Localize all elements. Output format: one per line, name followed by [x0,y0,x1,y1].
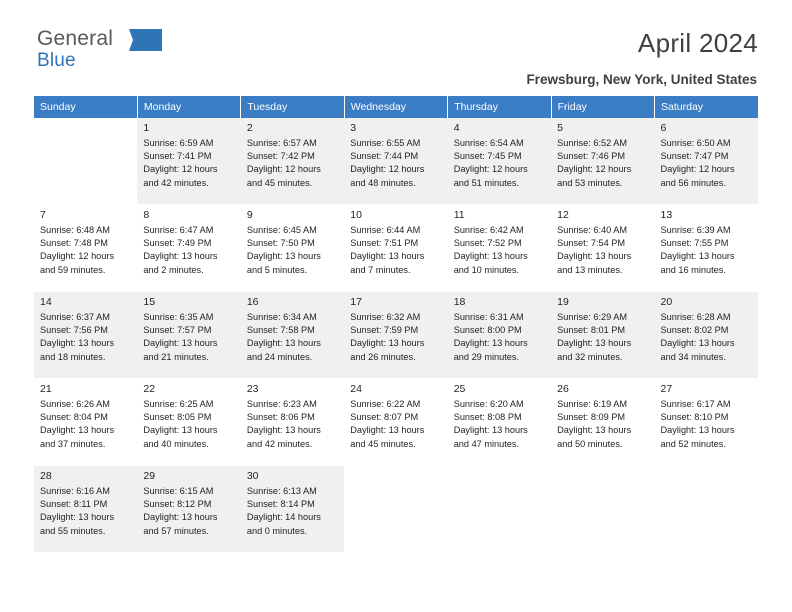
day-number: 17 [350,296,362,308]
day-details [40,311,131,364]
calendar-day-17[interactable] [344,292,447,378]
day-detail-line: Daylight: 13 hours [453,251,528,262]
calendar-body [34,118,758,553]
day-detail-line: Daylight: 13 hours [453,338,528,349]
day-detail-line: and 34 minutes. [660,351,726,362]
day-number: 3 [350,122,357,134]
day-detail-line: and 16 minutes. [660,264,726,275]
calendar-cell [344,205,447,292]
day-detail-line: Sunrise: 6:37 AM [40,312,110,322]
calendar-day-16[interactable] [241,292,344,378]
calendar-cell [551,205,654,292]
calendar-day-3[interactable] [344,118,447,204]
day-detail-line: and 42 minutes. [143,177,209,188]
day-details [247,485,338,538]
day-detail-line: Daylight: 13 hours [557,251,632,262]
day-details [143,311,234,364]
calendar-day-21[interactable] [34,379,137,465]
day-detail-line: Daylight: 13 hours [40,338,115,349]
day-details [247,137,338,190]
day-detail-line: and 13 minutes. [557,264,623,275]
calendar-cell [34,466,137,553]
day-number: 23 [246,383,259,395]
calendar-cell [137,118,240,205]
day-detail-line: and 10 minutes. [453,264,520,275]
calendar-week-row [34,466,758,553]
day-detail-line: Daylight: 12 hours [557,164,632,175]
day-detail-line: and 21 minutes. [143,351,209,362]
calendar-cell [137,292,240,379]
day-number: 5 [557,122,563,134]
day-details [557,224,648,277]
day-detail-line: and 42 minutes. [246,438,313,449]
day-detail-line: Daylight: 14 hours [246,512,321,523]
calendar-cell-empty [34,118,137,204]
day-detail-line: Sunrise: 6:44 AM [350,225,421,235]
calendar-cell [655,292,758,379]
calendar-cell [241,379,344,466]
day-details [40,224,131,277]
weekday-header-tuesday: Tuesday [241,96,344,118]
day-number: 13 [660,209,673,221]
calendar-cell [551,379,654,466]
day-detail-line: Daylight: 13 hours [350,338,425,349]
calendar-day-19[interactable] [551,292,654,378]
day-details [661,137,752,190]
day-detail-line: Daylight: 12 hours [40,251,115,262]
day-details [557,398,648,451]
day-number: 7 [40,209,46,221]
day-detail-line: Daylight: 13 hours [246,251,321,262]
day-number: 8 [143,209,150,221]
calendar-cell [551,292,654,379]
day-details [661,311,752,364]
day-detail-line: Sunset: 8:09 PM [557,412,626,423]
calendar-cell [241,292,344,379]
calendar-cell [448,379,551,466]
day-number: 11 [453,209,465,221]
calendar-cell [551,466,654,553]
day-details [143,398,234,451]
calendar-cell [241,466,344,553]
day-number: 26 [557,383,569,395]
calendar-cell [34,379,137,466]
day-detail-line: Sunrise: 6:59 AM [143,138,214,148]
weekday-header-wednesday: Wednesday [344,96,447,118]
day-detail-line: and 59 minutes. [40,264,106,275]
day-detail-line: and 48 minutes. [350,177,416,188]
calendar-day-12[interactable] [551,205,654,291]
day-number: 29 [143,470,156,482]
day-detail-line: and 57 minutes. [143,525,209,536]
day-detail-line: and 0 minutes. [246,525,308,536]
day-detail-line: and 7 minutes. [350,264,411,275]
day-detail-line: Sunrise: 6:42 AM [453,225,524,235]
day-detail-line: Sunrise: 6:47 AM [143,225,214,235]
weekday-header-thursday: Thursday [448,96,551,118]
day-details [40,398,131,451]
logo-text-blue: Blue [37,50,76,71]
calendar-cell [137,379,240,466]
day-detail-line: and 45 minutes. [350,438,416,449]
calendar-cell [448,118,551,205]
day-number: 12 [557,209,569,221]
day-detail-line: Daylight: 12 hours [660,164,735,175]
day-number: 24 [350,383,362,395]
day-detail-line: Daylight: 13 hours [660,338,735,349]
day-number: 30 [246,470,259,482]
day-detail-line: and 52 minutes. [660,438,726,449]
day-detail-line: Daylight: 13 hours [143,425,218,436]
day-detail-line: Sunrise: 6:16 AM [40,486,110,496]
day-detail-line: Sunset: 8:14 PM [246,499,315,510]
flag-icon [129,29,162,51]
calendar-day-24[interactable] [344,379,447,465]
day-detail-line: Sunrise: 6:15 AM [143,486,214,496]
day-details [143,485,234,538]
calendar-day-1[interactable] [137,118,240,204]
calendar-cell-empty [655,466,758,552]
day-detail-line: and 55 minutes. [40,525,106,536]
day-detail-line: Sunset: 7:42 PM [246,151,315,162]
day-detail-line: Sunrise: 6:28 AM [660,312,731,322]
calendar-week-row [34,379,758,466]
day-detail-line: Sunset: 8:02 PM [660,325,729,336]
day-detail-line: Sunset: 7:54 PM [557,238,626,249]
calendar-cell-empty [551,466,654,552]
day-details [247,311,338,364]
day-details [350,137,441,190]
calendar-day-9[interactable] [241,205,344,291]
calendar-cell [137,466,240,553]
day-detail-line: Sunset: 8:00 PM [453,325,522,336]
day-detail-line: and 53 minutes. [557,177,623,188]
day-detail-line: Sunset: 7:58 PM [246,325,315,336]
day-detail-line: Sunrise: 6:13 AM [246,486,317,496]
day-detail-line: and 24 minutes. [246,351,313,362]
calendar-day-10[interactable] [344,205,447,291]
calendar-cell [344,466,447,553]
day-details [350,311,441,364]
calendar-day-13[interactable] [655,205,758,291]
calendar-day-5[interactable] [551,118,654,204]
day-detail-line: and 2 minutes. [143,264,204,275]
calendar-day-15[interactable] [137,292,240,378]
weekday-header-row [34,96,758,118]
day-number: 10 [350,209,362,221]
day-detail-line: Sunrise: 6:22 AM [350,399,421,409]
day-detail-line: and 40 minutes. [143,438,209,449]
day-detail-line: Sunrise: 6:35 AM [143,312,214,322]
day-detail-line: Daylight: 13 hours [246,338,321,349]
calendar-cell [655,466,758,553]
calendar-day-29[interactable] [137,466,240,552]
day-detail-line: Sunset: 8:11 PM [40,499,108,510]
day-number: 4 [453,122,460,134]
day-detail-line: Sunset: 8:08 PM [453,412,522,423]
logo [37,28,237,80]
weekday-header-saturday: Saturday [655,96,758,118]
day-details [40,485,131,538]
day-detail-line: Sunrise: 6:17 AM [660,399,731,409]
day-detail-line: Sunset: 7:51 PM [350,238,419,249]
calendar-cell [655,118,758,205]
day-detail-line: Sunset: 7:57 PM [143,325,212,336]
day-detail-line: Sunset: 7:49 PM [143,238,212,249]
day-detail-line: Sunset: 7:44 PM [350,151,419,162]
day-detail-line: Sunset: 8:07 PM [350,412,419,423]
calendar-day-23[interactable] [241,379,344,465]
calendar-week-row [34,205,758,292]
weekday-header-sunday: Sunday [34,96,137,118]
day-detail-line: Sunrise: 6:50 AM [660,138,731,148]
calendar-day-18[interactable] [448,292,551,378]
day-detail-line: Sunset: 7:41 PM [143,151,212,162]
calendar-day-14[interactable] [34,292,137,378]
calendar-cell [241,118,344,205]
day-number: 22 [143,383,156,395]
day-detail-line: Sunrise: 6:25 AM [143,399,214,409]
page-header [34,0,758,96]
page-title: April 2024 [637,28,758,58]
calendar-day-22[interactable] [137,379,240,465]
calendar-day-28[interactable] [34,466,137,552]
day-detail-line: Sunset: 7:45 PM [453,151,522,162]
day-details [350,224,441,277]
weekday-header-monday: Monday [137,96,240,118]
day-detail-line: Sunrise: 6:26 AM [40,399,110,409]
day-detail-line: Sunrise: 6:48 AM [40,225,110,235]
day-detail-line: and 47 minutes. [453,438,520,449]
day-number: 20 [660,296,673,308]
day-details [661,224,752,277]
day-detail-line: Sunset: 8:05 PM [143,412,212,423]
day-detail-line: and 37 minutes. [40,438,106,449]
day-detail-line: and 18 minutes. [40,351,106,362]
day-detail-line: Daylight: 13 hours [143,251,218,262]
calendar-cell [34,205,137,292]
calendar-day-27[interactable] [655,379,758,465]
day-number: 9 [246,209,253,221]
day-detail-line: Sunrise: 6:54 AM [453,138,524,148]
calendar-cell [448,205,551,292]
day-details [661,398,752,451]
calendar-cell [344,118,447,205]
day-details [247,224,338,277]
day-detail-line: Sunrise: 6:32 AM [350,312,421,322]
day-detail-line: and 29 minutes. [453,351,520,362]
day-number: 14 [40,296,52,308]
day-detail-line: Sunrise: 6:23 AM [246,399,317,409]
day-detail-line: Daylight: 13 hours [557,338,632,349]
calendar-cell [655,205,758,292]
calendar-week-row [34,292,758,379]
calendar-day-25[interactable] [448,379,551,465]
day-detail-line: and 32 minutes. [557,351,623,362]
logo-text-general: General [37,27,114,50]
day-detail-line: and 56 minutes. [660,177,726,188]
calendar-week-row [34,118,758,205]
day-detail-line: Sunrise: 6:29 AM [557,312,628,322]
day-detail-line: Sunrise: 6:39 AM [660,225,731,235]
day-number: 16 [246,296,259,308]
day-number: 27 [660,383,673,395]
day-detail-line: Sunrise: 6:19 AM [557,399,628,409]
day-detail-line: Sunrise: 6:20 AM [453,399,524,409]
day-detail-line: Daylight: 13 hours [660,425,735,436]
calendar-day-26[interactable] [551,379,654,465]
day-detail-line: Daylight: 13 hours [40,425,115,436]
day-detail-line: Sunrise: 6:40 AM [557,225,628,235]
day-detail-line: Sunrise: 6:31 AM [453,312,524,322]
day-detail-line: Sunset: 8:06 PM [246,412,315,423]
calendar-cell [137,205,240,292]
day-detail-line: Sunset: 7:56 PM [40,325,108,336]
calendar-day-20[interactable] [655,292,758,378]
day-detail-line: Sunset: 7:55 PM [660,238,729,249]
day-detail-line: Sunset: 8:12 PM [143,499,212,510]
calendar-day-30[interactable] [241,466,344,552]
day-detail-line: and 5 minutes. [246,264,308,275]
calendar-day-11[interactable] [448,205,551,291]
calendar-day-2[interactable] [241,118,344,204]
day-detail-line: Daylight: 13 hours [453,425,528,436]
day-detail-line: Sunset: 8:01 PM [557,325,626,336]
day-number: 21 [40,383,52,395]
day-details [247,398,338,451]
day-details [557,137,648,190]
day-detail-line: Daylight: 12 hours [143,164,218,175]
day-detail-line: Sunrise: 6:34 AM [246,312,317,322]
day-number: 25 [453,383,466,395]
day-number: 15 [143,296,156,308]
day-detail-line: Sunset: 7:52 PM [453,238,522,249]
calendar-day-8[interactable] [137,205,240,291]
day-details [350,398,441,451]
day-detail-line: Sunrise: 6:45 AM [246,225,317,235]
day-number: 28 [40,470,52,482]
day-details [454,398,545,451]
day-details [454,224,545,277]
sunrise-sunset-calendar [34,96,758,553]
calendar-cell [344,379,447,466]
day-number: 6 [660,122,667,134]
day-details [454,311,545,364]
day-details [454,137,545,190]
day-detail-line: Sunrise: 6:57 AM [246,138,317,148]
day-number: 19 [557,296,569,308]
day-detail-line: Daylight: 12 hours [453,164,528,175]
calendar-cell [448,292,551,379]
calendar-cell [448,466,551,553]
calendar-day-7[interactable] [34,205,137,291]
day-detail-line: Daylight: 12 hours [246,164,321,175]
day-detail-line: Daylight: 13 hours [40,512,115,523]
day-details [557,311,648,364]
calendar-cell-empty [448,466,551,552]
day-detail-line: and 50 minutes. [557,438,623,449]
calendar-cell-empty [344,466,447,552]
calendar-cell [344,292,447,379]
day-detail-line: Sunset: 7:46 PM [557,151,626,162]
day-detail-line: Daylight: 13 hours [143,338,218,349]
calendar-cell [655,379,758,466]
day-detail-line: Daylight: 13 hours [557,425,632,436]
calendar-cell [551,118,654,205]
day-number: 18 [453,296,466,308]
day-detail-line: Sunrise: 6:52 AM [557,138,628,148]
day-number: 2 [246,122,253,134]
day-detail-line: Sunset: 7:47 PM [660,151,729,162]
day-detail-line: Sunrise: 6:55 AM [350,138,421,148]
location-subtitle: Frewsburg, New York, United States [526,72,757,87]
day-detail-line: and 51 minutes. [453,177,520,188]
day-detail-line: Daylight: 13 hours [246,425,321,436]
weekday-header-friday: Friday [551,96,654,118]
calendar-day-6[interactable] [655,118,758,204]
day-detail-line: Sunset: 8:04 PM [40,412,108,423]
day-detail-line: Daylight: 13 hours [350,251,425,262]
calendar-cell [34,292,137,379]
day-detail-line: Sunset: 7:48 PM [40,238,108,249]
day-detail-line: Sunset: 7:59 PM [350,325,419,336]
calendar-cell [241,205,344,292]
day-detail-line: Daylight: 13 hours [660,251,735,262]
day-details [143,224,234,277]
day-detail-line: Daylight: 13 hours [350,425,425,436]
day-detail-line: Sunset: 7:50 PM [246,238,315,249]
day-detail-line: Daylight: 12 hours [350,164,425,175]
day-detail-line: Sunset: 8:10 PM [660,412,729,423]
calendar-cell [34,118,137,205]
day-number: 1 [143,122,150,134]
day-detail-line: and 45 minutes. [246,177,313,188]
day-detail-line: Daylight: 13 hours [143,512,218,523]
day-detail-line: and 26 minutes. [350,351,416,362]
day-details [143,137,234,190]
calendar-day-4[interactable] [448,118,551,204]
